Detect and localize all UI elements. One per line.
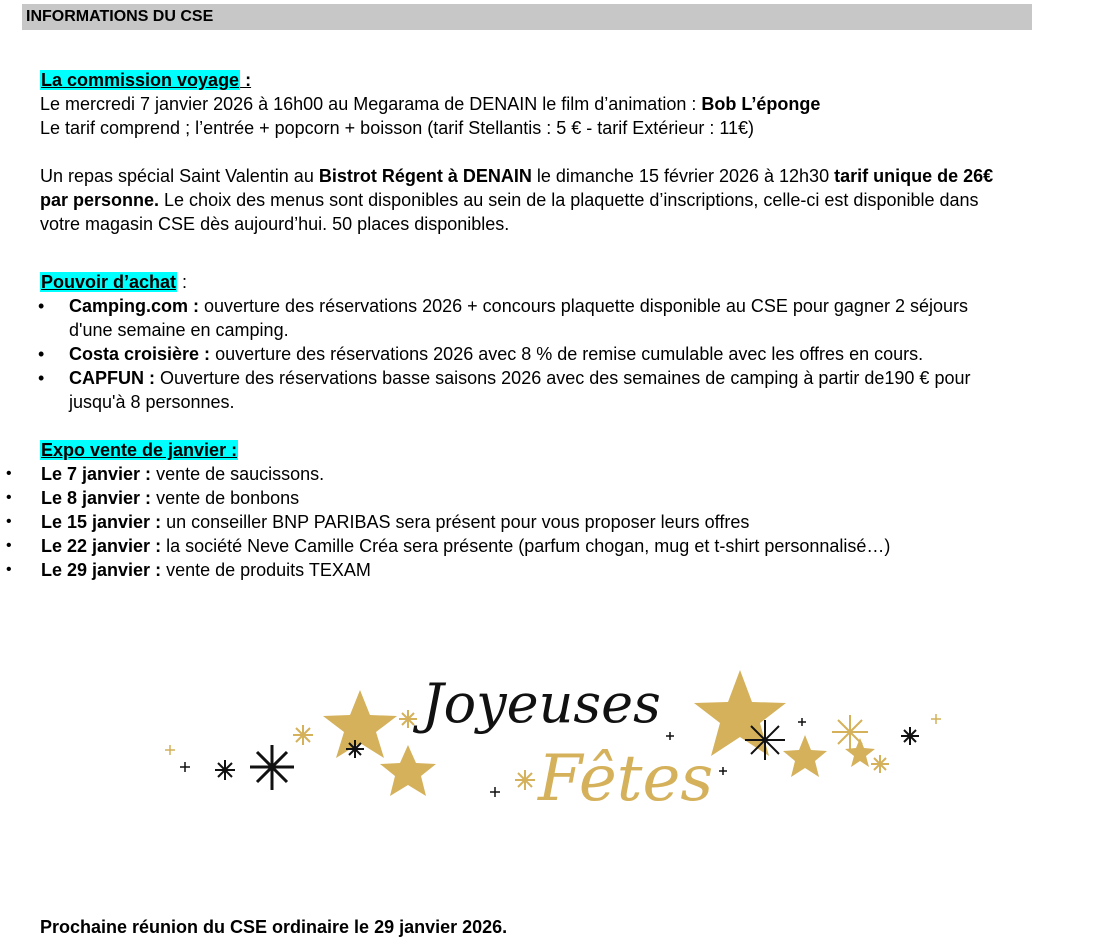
gold-sparkle-icon xyxy=(871,755,889,773)
section-header-title: INFORMATIONS DU CSE xyxy=(26,8,214,25)
achat-section xyxy=(40,270,1040,414)
black-sparkle-icon xyxy=(719,767,727,775)
expo-section xyxy=(40,438,1040,582)
list-item: • Costa croisière : ouverture des réservations 2026 avec 8 % de remise cumulable avec les offres en cours. xyxy=(0,342,1000,366)
gold-star-icon xyxy=(380,745,436,796)
achat-heading: Pouvoir d’achat : xyxy=(41,272,188,292)
gold-star-icon xyxy=(323,690,397,758)
black-sparkle-icon xyxy=(180,762,190,772)
voyage-paragraph2: Un repas spécial Saint Valentin au Bistrot Régent à DENAIN le dimanche 15 février 2026 à 12h30 tarif unique de 26€ par personne. Le choix des menus sont disponibles au sein de la plaquette d’inscriptions, celle-ci est disponible dans votre magasin CSE dès aujourd’hui. 50 places disponibles. xyxy=(40,166,994,234)
joyeuses-fetes-banner xyxy=(160,650,950,840)
black-sparkle-icon xyxy=(666,732,674,740)
black-sparkle-icon xyxy=(250,745,294,790)
voyage-line1: Le mercredi 7 janvier 2026 à 16h00 au Megarama de DENAIN le film d’animation : Bob L’éponge xyxy=(40,94,821,114)
gold-sparkle-icon xyxy=(931,714,941,724)
achat-list xyxy=(0,294,1000,414)
gold-sparkle-icon xyxy=(293,725,313,745)
footer-note: Prochaine réunion du CSE ordinaire le 29 janvier 2026. xyxy=(40,917,508,937)
list-item: • CAPFUN : Ouverture des réservations basse saisons 2026 avec des semaines de camping à partir de190 € pour jusqu'à 8 personnes. xyxy=(0,366,1000,414)
expo-heading: Expo vente de janvier : xyxy=(41,440,238,460)
section-header xyxy=(22,4,1032,30)
gold-sparkle-icon xyxy=(165,745,175,755)
black-sparkle-icon xyxy=(798,718,806,726)
gold-star-icon xyxy=(783,735,827,777)
gold-sparkle-icon xyxy=(515,770,535,790)
list-item: • Le 8 janvier : vente de bonbons xyxy=(0,486,1040,510)
black-sparkle-icon xyxy=(745,720,785,760)
list-item: • Le 7 janvier : vente de saucissons. xyxy=(0,462,1040,486)
list-item: • Le 29 janvier : vente de produits TEXAM xyxy=(0,558,1040,582)
voyage-line2: Le tarif comprend ; l’entrée + popcorn + boisson (tarif Stellantis : 5 € - tarif Extérieur : 11€) xyxy=(40,118,755,138)
black-sparkle-icon xyxy=(215,760,235,780)
black-sparkle-icon xyxy=(490,787,500,797)
list-item: • Le 22 janvier : la société Neve Camille Créa sera présente (parfum chogan, mug et t-shirt personnalisé…) xyxy=(0,534,1040,558)
banner-word-1: Joyeuses xyxy=(422,672,661,735)
voyage-heading: La commission voyage : xyxy=(41,70,252,90)
list-item: • Le 15 janvier : un conseiller BNP PARIBAS sera présent pour vous proposer leurs offres xyxy=(0,510,1040,534)
list-item: • Camping.com : ouverture des réservations 2026 + concours plaquette disponible au CSE pour gagner 2 séjours d'une semaine en camping. xyxy=(0,294,1000,342)
voyage-section xyxy=(40,68,1040,236)
banner-word-2: Fêtes xyxy=(538,742,714,816)
expo-list xyxy=(0,462,1040,582)
gold-sparkle-icon xyxy=(399,710,417,728)
black-sparkle-icon xyxy=(901,727,919,745)
